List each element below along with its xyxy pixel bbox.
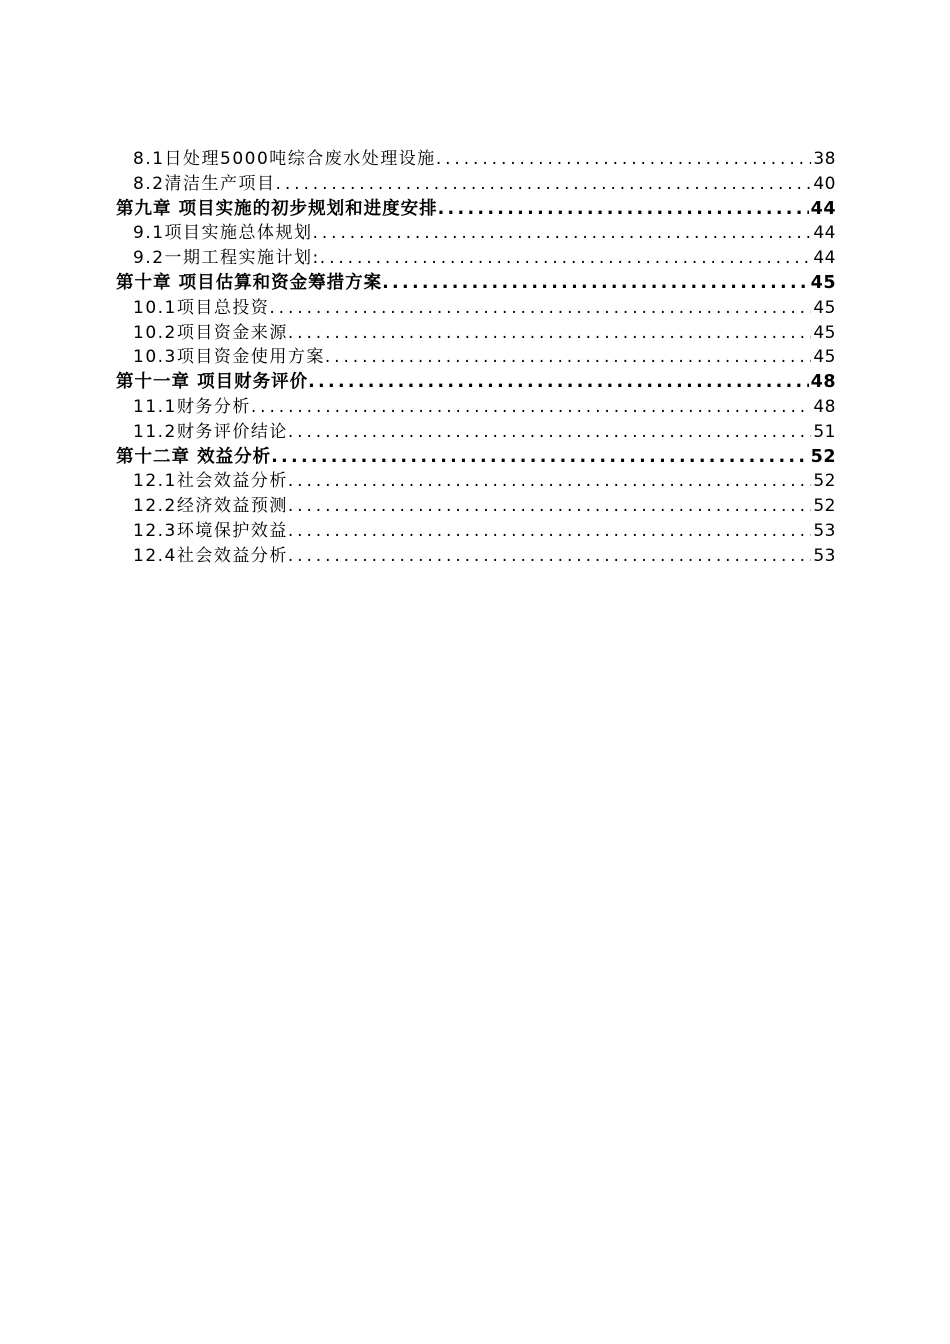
toc-entry-8-2[interactable] <box>116 172 836 197</box>
toc-dot-leader <box>269 296 811 321</box>
toc-entry-title: 10.1项目总投资 <box>133 297 270 318</box>
toc-dot-leader <box>438 197 809 222</box>
toc-entry-11-1[interactable] <box>116 395 836 420</box>
toc-page-number: 44 <box>813 248 836 269</box>
toc-entry-8-1[interactable] <box>116 147 836 172</box>
toc-entry-title: 12.1社会效益分析 <box>133 471 288 492</box>
toc-dot-leader <box>288 469 812 494</box>
toc-dot-leader <box>288 494 812 519</box>
toc-entry-10-3[interactable] <box>116 345 836 370</box>
toc-page-number: 45 <box>810 272 836 293</box>
toc-entry-title: 10.2项目资金来源 <box>133 322 288 343</box>
toc-page-number: 51 <box>813 421 836 442</box>
toc-entry-title: 8.2清洁生产项目 <box>133 173 276 194</box>
toc-dot-leader <box>313 221 812 246</box>
toc-entry-9-1[interactable] <box>116 221 836 246</box>
toc-dot-leader <box>382 271 809 296</box>
toc-page-number: 45 <box>813 322 836 343</box>
toc-chapter-10[interactable] <box>116 271 836 296</box>
toc-dot-leader <box>320 246 812 271</box>
toc-entry-12-3[interactable] <box>116 519 836 544</box>
toc-dot-leader <box>288 544 812 569</box>
toc-entry-title: 11.1财务分析 <box>133 396 251 417</box>
toc-page-number: 53 <box>813 545 836 566</box>
toc-dot-leader <box>276 172 812 197</box>
toc-dot-leader <box>288 420 812 445</box>
toc-entry-title: 11.2财务评价结论 <box>133 421 288 442</box>
toc-entry-12-1[interactable] <box>116 469 836 494</box>
toc-entry-10-2[interactable] <box>116 321 836 346</box>
toc-entry-12-2[interactable] <box>116 494 836 519</box>
toc-chapter-11[interactable] <box>116 370 836 395</box>
toc-page-number: 48 <box>813 396 836 417</box>
table-of-contents <box>116 147 836 569</box>
toc-entry-title: 12.4社会效益分析 <box>133 545 288 566</box>
toc-page-number: 52 <box>813 496 836 517</box>
toc-entry-title: 10.3项目资金使用方案 <box>133 347 325 368</box>
toc-dot-leader <box>308 370 809 395</box>
toc-entry-title: 12.3环境保护效益 <box>133 520 288 541</box>
toc-page-number: 52 <box>810 446 836 467</box>
toc-dot-leader <box>288 519 812 544</box>
toc-page-number: 48 <box>810 372 836 393</box>
toc-dot-leader <box>436 147 812 172</box>
toc-chapter-title: 第十章 项目估算和资金筹措方案 <box>116 272 383 293</box>
toc-entry-11-2[interactable] <box>116 420 836 445</box>
toc-entry-10-1[interactable] <box>116 296 836 321</box>
toc-chapter-title: 第十二章 效益分析 <box>116 446 272 467</box>
toc-page-number: 40 <box>813 173 836 194</box>
toc-page-number: 45 <box>813 347 836 368</box>
toc-chapter-12[interactable] <box>116 445 836 470</box>
toc-entry-title: 8.1日处理5000吨综合废水处理设施 <box>133 149 436 169</box>
toc-entry-9-2[interactable] <box>116 246 836 271</box>
toc-chapter-title: 第九章 项目实施的初步规划和进度安排 <box>116 198 438 219</box>
toc-chapter-9[interactable] <box>116 197 836 222</box>
toc-dot-leader <box>251 395 812 420</box>
toc-entry-title: 9.1项目实施总体规划 <box>133 223 313 244</box>
toc-entry-title: 9.2一期工程实施计划: <box>133 248 320 269</box>
toc-dot-leader <box>288 321 812 346</box>
toc-dot-leader <box>271 445 809 470</box>
toc-page-number: 53 <box>813 520 836 541</box>
toc-entry-title: 12.2经济效益预测 <box>133 496 288 517</box>
toc-dot-leader <box>325 345 812 370</box>
toc-page-number: 44 <box>810 198 836 219</box>
toc-page-number: 45 <box>813 297 836 318</box>
toc-entry-12-4[interactable] <box>116 544 836 569</box>
toc-chapter-title: 第十一章 项目财务评价 <box>116 372 309 393</box>
toc-page-number: 44 <box>813 223 836 244</box>
toc-page-number: 52 <box>813 471 836 492</box>
toc-page-number: 38 <box>813 149 836 169</box>
